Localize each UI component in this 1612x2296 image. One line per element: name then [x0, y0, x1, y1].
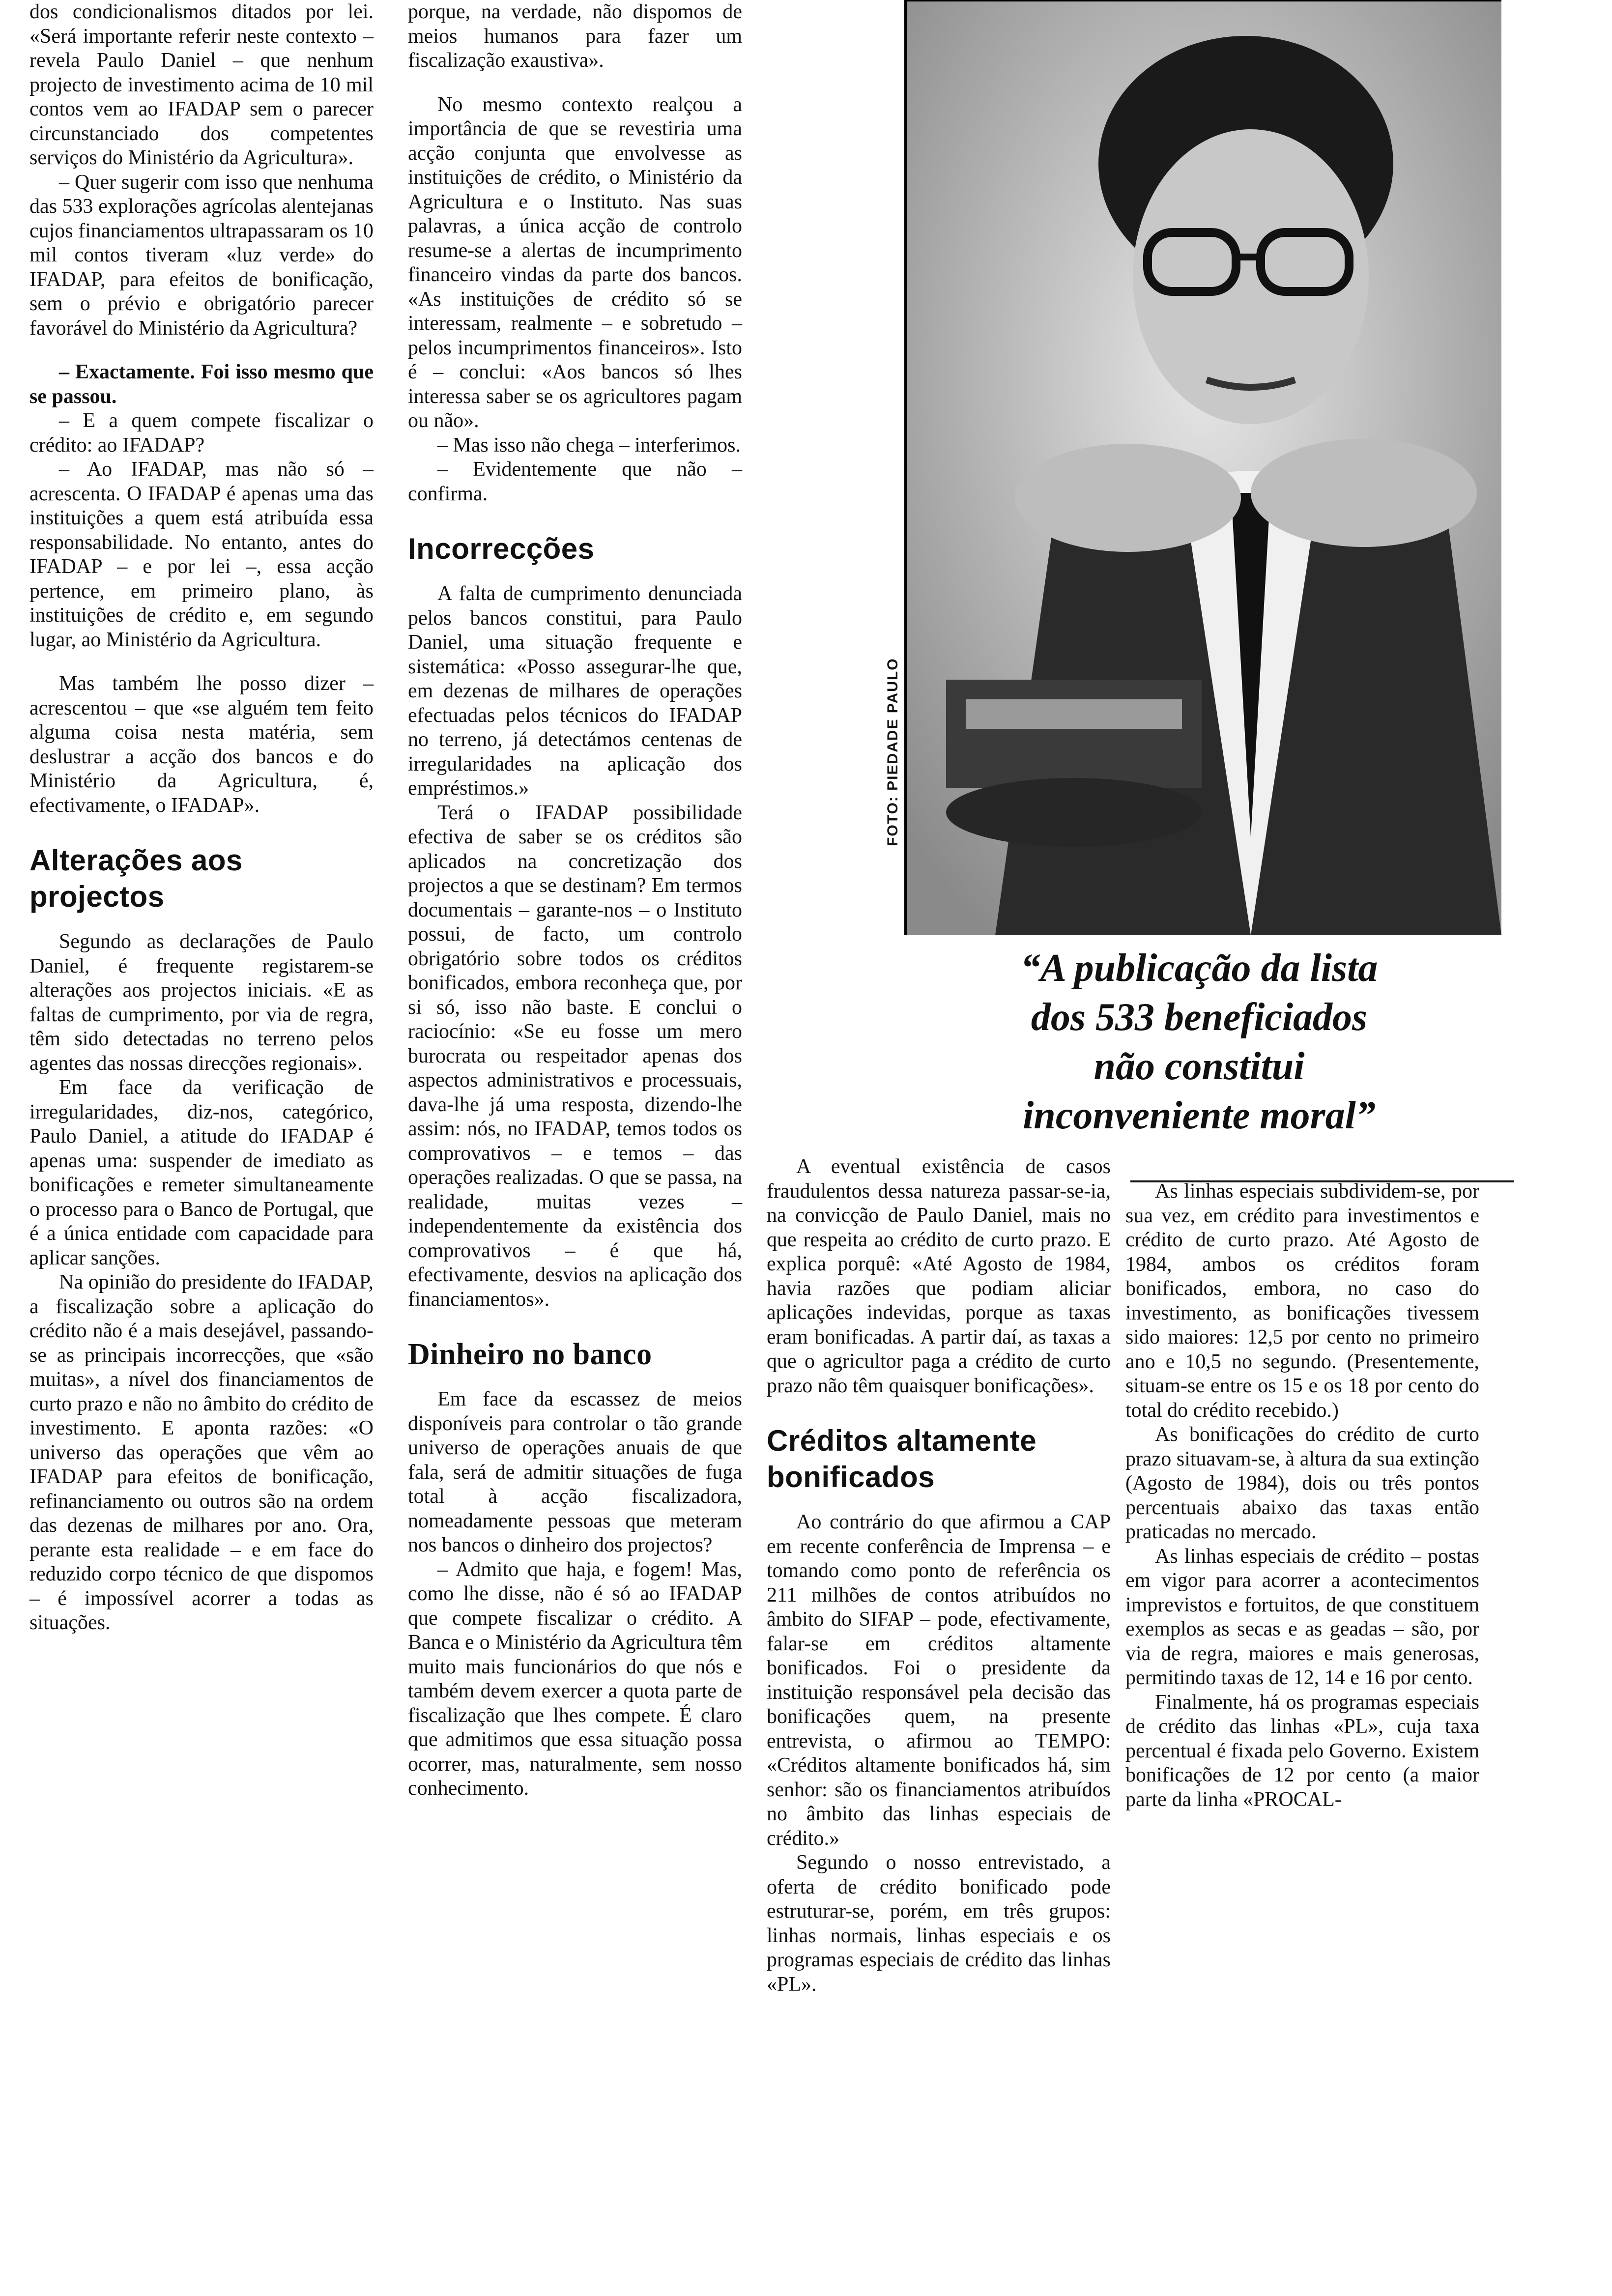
paragraph: – Admito que haja, e fogem! Mas, como lhe disse, não é só ao IFADAP que compete fiscalizar o crédito. A Banca e o Ministério da Agricultura têm muito mais funcionários do que nós e também devem exercer a quota parte de fiscalização que lhes compete. É claro que admitimos que essa situação possa ocorrer, mas, naturalmente, sem nosso conhecimento.: [408, 1558, 742, 1800]
paragraph: dos condicionalismos ditados por lei. «Será importante referir neste contexto – revela Paulo Daniel – que nenhum projecto de investimento acima de 10 mil contos vem ao IFADAP sem o parecer circunstanciado dos competentes serviços do Ministério da Agricultura».: [29, 0, 374, 169]
paragraph: Ao contrário do que afirmou a CAP em recente conferência de Imprensa – e tomando como ponto de referência os 211 milhões de contos atribuídos no âmbito do SIFAP – pode, efectivamente, falar-se em créditos altamente bonificados. Foi o presidente da instituição responsável pela decisão das bonificações quem, na presente entrevista, o afirmou ao TEMPO: «Créditos altamente bonificados há, sim senhor: são os financiamentos atribuídos no âmbito das linhas especiais de crédito.»: [767, 1511, 1111, 1850]
paragraph: – E a quem compete fiscalizar o crédito: ao IFADAP?: [29, 409, 374, 457]
article-column-1: [29, 0, 374, 1636]
paragraph: – Evidentemente que não – confirma.: [408, 458, 742, 505]
paragraph: A falta de cumprimento denunciada pelos bancos constitui, para Paulo Daniel, uma situação frequente e sistemática: «Posso assegurar-lhe que, em dezenas de milhares de operações efectuadas pelos técnicos do IFADAP no terreno, já detectámos centenas de irregularidades na aplicação dos empréstimos.»: [408, 582, 742, 800]
paragraph: As bonificações do crédito de curto prazo situavam-se, à altura da sua extinção (Agosto de 1984), dois ou três pontos percentuais abaixo das taxas então praticadas no mercado.: [1125, 1423, 1479, 1543]
pull-quote-line: inconveniente moral”: [1023, 1094, 1376, 1137]
photo-credit: FOTO: PIEDADE PAULO: [885, 658, 901, 846]
paragraph: Terá o IFADAP possibilidade efectiva de saber se os créditos são aplicados na concretização dos projectos a que se destinam? Em termos documentais – garante-nos – o Instituto possui, de facto, um controlo obrigatório sobre todos os créditos bonificados, embora reconheça que, por si só, isso não baste. E conclui o raciocínio: «Se eu fosse um mero burocrata ou respeitador apenas dos aspectos administrativos e processuais, dava-lhe já uma resposta, dizendo-lhe assim: nós, no IFADAP, temos todos os comprovativos – e temos – das operações realizadas. O que se passa, na realidade, muitas vezes – independentemente da existência dos comprovativos – é que há, efectivamente, desvios na aplicação dos financiamentos».: [408, 801, 742, 1311]
paragraph: A eventual existência de casos fraudulentos dessa natureza passar-se-ia, na convicção de Paulo Daniel, mais no que respeita ao crédito de curto prazo. E explica porquê: «Até Agosto de 1984, havia razões que podiam aliciar aplicações indevidas, porque as taxas eram bonificadas. A partir daí, as taxas a que o agricultor paga a crédito de curto prazo não têm quaisquer bonificações».: [767, 1155, 1111, 1397]
paragraph: Mas também lhe posso dizer – acrescentou – que «se alguém tem feito alguma coisa nesta matéria, sem deslustrar a acção dos bancos e do Ministério da Agricultura, é, efectivamente, o IFADAP».: [29, 672, 374, 817]
section-heading: Dinheiro no banco: [408, 1338, 652, 1371]
paragraph: Finalmente, há os programas especiais de crédito das linhas «PL», cuja taxa percentual é fixada pelo Governo. Existem bonificações de 12 por cento (a maior parte da linha «PROCAL-: [1125, 1691, 1479, 1811]
article-column-4: [1125, 1179, 1479, 1812]
paragraph: Segundo o nosso entrevistado, a oferta de crédito bonificado pode estruturar-se, porém, em três grupos: linhas normais, linhas especiais e os programas especiais de crédito das linhas «PL».: [767, 1851, 1111, 1996]
paragraph: Na opinião do presidente do IFADAP, a fiscalização sobre a aplicação do crédito não é a mais desejável, passando-se as principais incorrecções, que «são muitas», a nível dos financiamentos de curto prazo e não no âmbito do crédito de investimento. E aponta razões: «O universo das operações que vêm ao IFADAP para efeitos de bonificação, refinanciamento ou outros são na ordem das dezenas de milhares por ano. Ora, perante esta realidade – e em face do reduzido corpo técnico de que dispomos – é impossível acorrer a todas as situações.: [29, 1271, 374, 1634]
paragraph: – Exactamente. Foi isso mesmo que se passou.: [29, 361, 374, 408]
paragraph: No mesmo contexto realçou a importância de que se revestiria uma acção conjunta que envolvesse as instituições de crédito, o Ministério da Agricultura e o Instituto. Nas suas palavras, a única acção de controlo resume-se a alertas de incumprimento financeiro vindas da parte dos bancos. «As instituições de crédito só se interessam, realmente – e sobretudo – pelos incumprimentos financeiros». Isto é – conclui: «Aos bancos só lhes interessa saber se os agricultores pagam ou não».: [408, 93, 742, 432]
pull-quote: [894, 944, 1504, 1140]
paragraph: – Mas isso não chega – interferimos.: [437, 433, 741, 457]
section-heading: Alterações aos projectos: [29, 844, 243, 913]
portrait-image: [907, 1, 1501, 935]
article-column-2: [408, 0, 742, 1801]
paragraph: porque, na verdade, não dispomos de meios humanos para fazer um fiscalização exaustiva».: [408, 0, 742, 72]
paragraph: Segundo as declarações de Paulo Daniel, é frequente registarem-se alterações aos projectos iniciais. «E as faltas de cumprimento, por via de regra, têm sido detectadas no terreno pelos agentes das nossas direcções regionais».: [29, 930, 374, 1075]
section-heading: Incorrecções: [408, 532, 595, 565]
paragraph: Em face da verificação de irregularidades, diz-nos, categórico, Paulo Daniel, a atitude do IFADAP é apenas uma: suspender de imediato as bonificações e remeter simultaneamente o processo para o Banco de Portugal, que é a única entidade com capacidade para aplicar sanções.: [29, 1076, 374, 1269]
section-heading: Créditos altamente bonificados: [767, 1424, 1037, 1493]
article-column-3: [767, 1155, 1111, 1997]
paragraph: Em face da escassez de meios disponíveis para controlar o tão grande universo de operações anuais de que fala, será de admitir situações de fuga total à acção fiscalizadora, nomeadamente pessoas que meteram nos bancos o dinheiro dos projectos?: [408, 1388, 742, 1556]
portrait-photo: [904, 0, 1501, 935]
pull-quote-line: não constitui: [1094, 1045, 1305, 1088]
paragraph: As linhas especiais de crédito – postas em vigor para acorrer a acontecimentos imprevistos e fortuitos, de que constituem exemplos as secas e as geadas – são, por via de regra, maiores e mais generosas, permitindo taxas de 12, 14 e 16 por cento.: [1125, 1545, 1479, 1689]
paragraph: As linhas especiais subdividem-se, por sua vez, em crédito para investimentos e crédito de curto prazo. Até Agosto de 1984, ambos os créditos foram bonificados, embora, no caso do investimento, as bonificações tivessem sido maiores: 12,5 por cento no primeiro ano e 10,5 no segundo. (Presentemente, situam-se entre os 15 e os 18 por cento do total do crédito recebido.): [1125, 1180, 1479, 1422]
paragraph: – Ao IFADAP, mas não só – acrescenta. O IFADAP é apenas uma das instituições a quem está atribuída essa responsabilidade. No entanto, antes do IFADAP – e por lei –, essa acção pertence, em primeiro plano, às instituições de crédito e, em segundo lugar, ao Ministério da Agricultura.: [29, 458, 374, 651]
pull-quote-line: dos 533 beneficiados: [1031, 996, 1368, 1039]
pull-quote-line: “A publicação da lista: [1020, 947, 1378, 990]
paragraph: – Quer sugerir com isso que nenhuma das 533 explorações agrícolas alentejanas cujos financiamentos ultrapassaram os 10 mil contos tiveram «luz verde» do IFADAP, para efeitos de bonificação, sem o prévio e obrigatório parecer favorável do Ministério da Agricultura?: [29, 171, 374, 340]
